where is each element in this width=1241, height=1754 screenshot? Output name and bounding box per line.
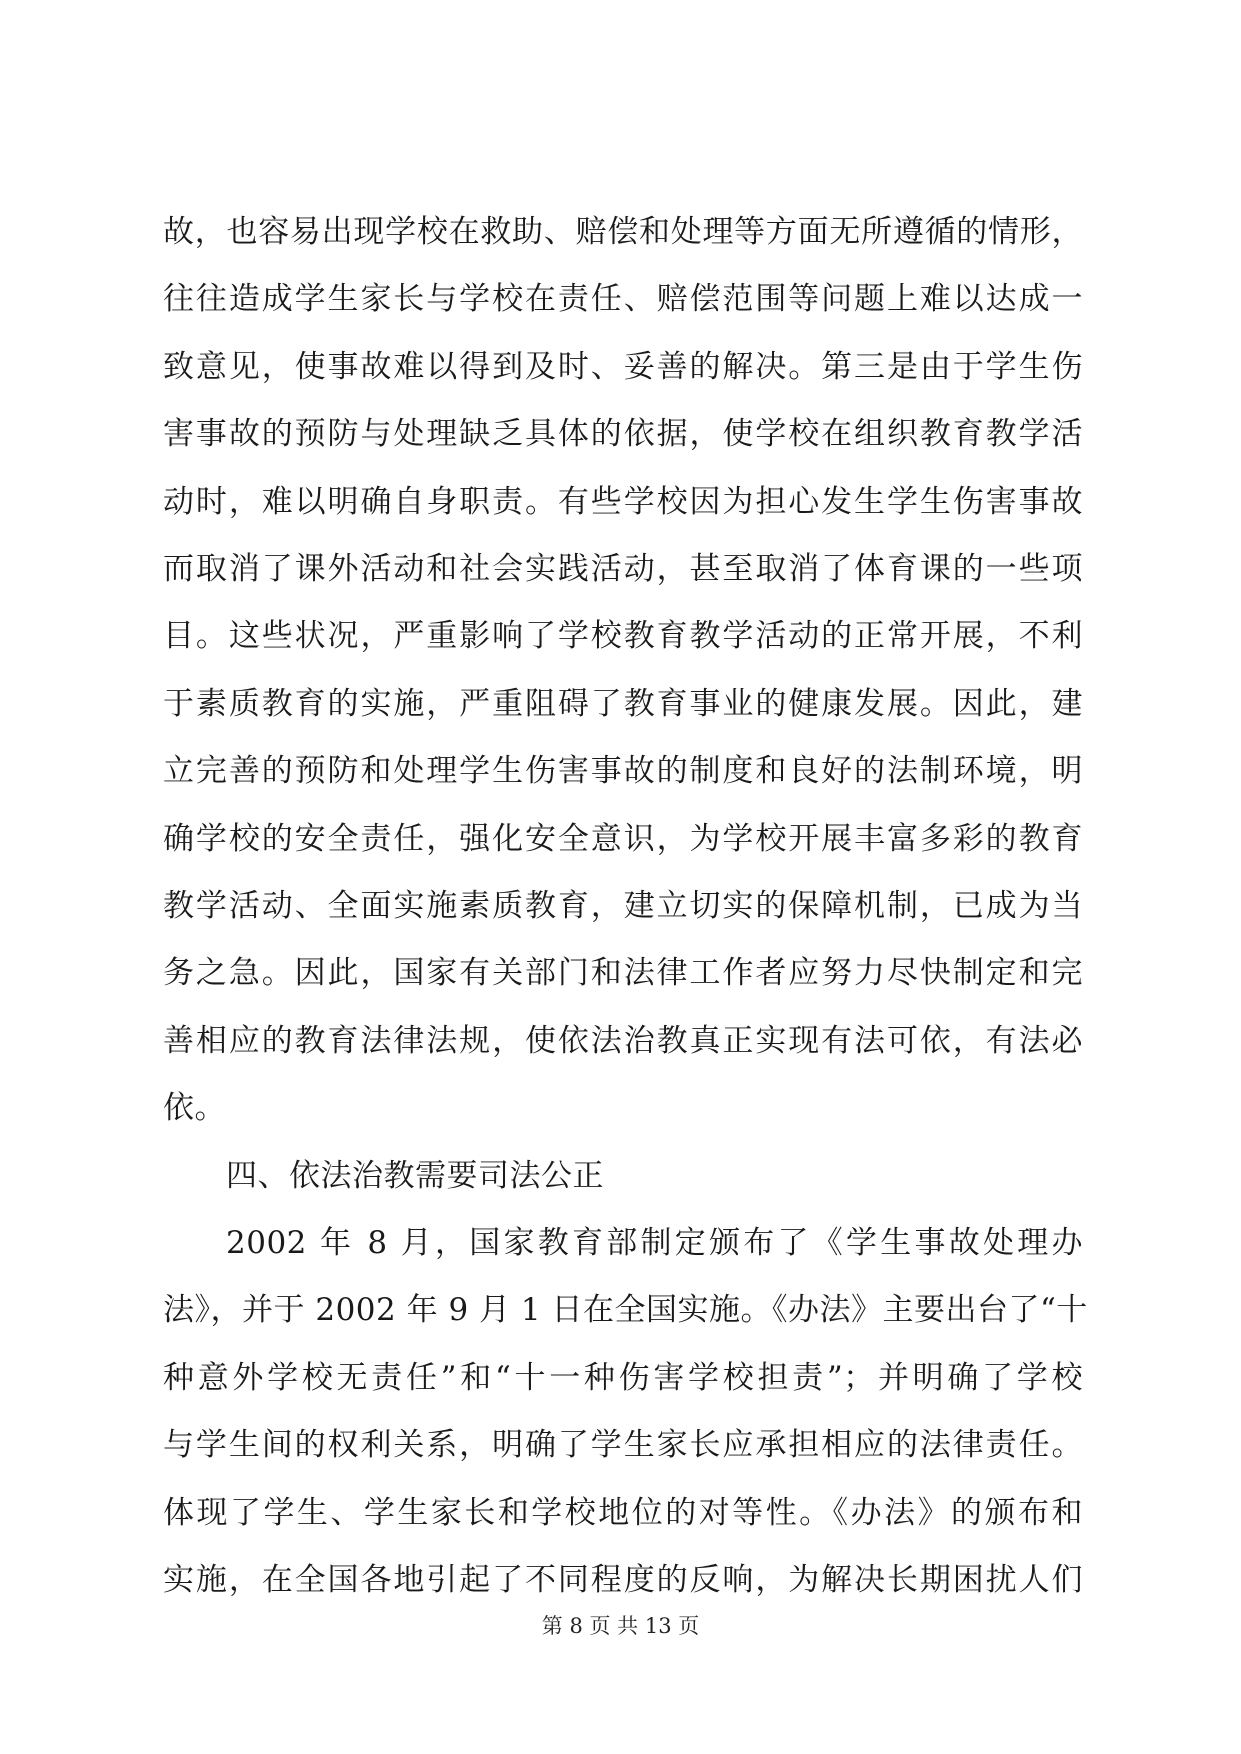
text-line: 故，也容易出现学校在救助、赔偿和处理等方面无所遵循的情形， (163, 214, 1083, 250)
text-line: 种意外学校无责任”和“十一种伤害学校担责”；并明确了学校 (163, 1360, 1083, 1396)
text-line: 于素质教育的实施，严重阻碍了教育事业的健康发展。因此，建 (163, 686, 1083, 722)
text-line: 动时，难以明确自身职责。有些学校因为担心发生学生伤害事故 (163, 484, 1083, 520)
text-line: 害事故的预防与处理缺乏具体的依据，使学校在组织教育教学活 (163, 416, 1083, 452)
text-line: 目。这些状况，严重影响了学校教育教学活动的正常开展，不利 (163, 618, 1083, 654)
text-line: 实施，在全国各地引起了不同程度的反响，为解决长期困扰人们 (163, 1562, 1083, 1598)
text-line: 往往造成学生家长与学校在责任、赔偿范围等问题上难以达成一 (163, 281, 1083, 317)
text-line: 依。 (163, 1090, 226, 1126)
text-line: 2002 年 8 月，国家教育部制定颁布了《学生事故处理办 (226, 1225, 1083, 1261)
text-line: 与学生间的权利关系，明确了学生家长应承担相应的法律责任。 (163, 1427, 1083, 1463)
text-line: 确学校的安全责任，强化安全意识，为学校开展丰富多彩的教育 (163, 821, 1083, 857)
page-footer: 第 8 页 共 13 页 (541, 1614, 700, 1638)
text-line: 体现了学生、学生家长和学校地位的对等性。《办法》的颁布和 (163, 1495, 1083, 1531)
text-line: 善相应的教育法律法规，使依法治教真正实现有法可依，有法必 (163, 1023, 1083, 1059)
section-heading: 四、依法治教需要司法公正 (226, 1158, 604, 1194)
text-line: 务之急。因此，国家有关部门和法律工作者应努力尽快制定和完 (163, 955, 1083, 991)
text-line: 法》，并于 2002 年 9 月 1 日在全国实施。《办法》主要出台了“十 (163, 1292, 1088, 1328)
text-line: 而取消了课外活动和社会实践活动，甚至取消了体育课的一些项 (163, 551, 1083, 587)
text-line: 立完善的预防和处理学生伤害事故的制度和良好的法制环境，明 (163, 753, 1083, 789)
text-line: 教学活动、全面实施素质教育，建立切实的保障机制，已成为当 (163, 888, 1083, 924)
text-line: 致意见，使事故难以得到及时、妥善的解决。第三是由于学生伤 (163, 349, 1083, 385)
